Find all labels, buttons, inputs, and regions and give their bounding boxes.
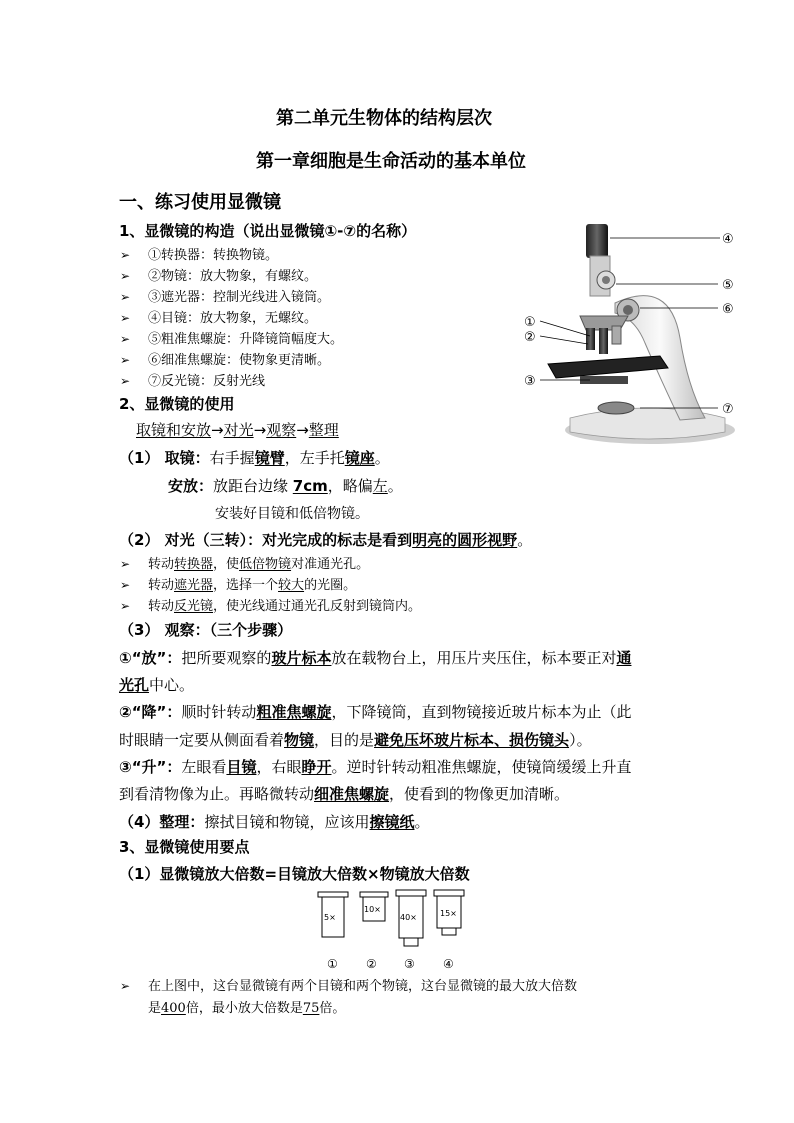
lens-label: 40× bbox=[400, 913, 417, 922]
step-install: 安装好目镜和低倍物镜。 bbox=[215, 506, 369, 522]
bullet-arrow-icon: ➢ bbox=[120, 599, 131, 613]
bullet-arrow-icon: ➢ bbox=[120, 557, 131, 571]
label-1: ① bbox=[524, 315, 536, 330]
observe-lower: ②“降”：顺时针转动粗准焦螺旋，下降镜筒，直到物镜接近玻片标本为止（此 bbox=[119, 703, 632, 721]
observe-raise-cont: 到看清物像为止。再略微转动细准焦螺旋，使看到的物像更加清晰。 bbox=[119, 785, 570, 803]
observe-put: ①“放”：把所要观察的玻片标本放在载物台上，用压片夹压住，标本要正对通 bbox=[119, 649, 632, 667]
structure-heading: 1、显微镜的构造（说出显微镜①-⑦的名称） bbox=[119, 222, 417, 240]
label-2: ② bbox=[524, 330, 536, 345]
bullet-arrow-icon: ➢ bbox=[120, 332, 131, 346]
label-5: ⑤ bbox=[722, 278, 734, 293]
bullet-arrow-icon: ➢ bbox=[120, 353, 131, 367]
label-6: ⑥ bbox=[722, 302, 734, 317]
observe-put-cont: 光孔中心。 bbox=[119, 676, 195, 694]
bullet-arrow-icon: ➢ bbox=[120, 290, 131, 304]
list-item: ➢ 转动遮光器，选择一个较大的光圈。 bbox=[120, 578, 357, 593]
page-title: 第二单元生物体的结构层次 bbox=[276, 108, 492, 129]
section-heading: 一、练习使用显微镜 bbox=[119, 192, 281, 213]
magnification-formula: （1）显微镜放大倍数=目镜放大倍数×物镜放大倍数 bbox=[119, 865, 470, 883]
bullet-arrow-icon: ➢ bbox=[120, 374, 131, 388]
step-light: （2） 对光（三转）：对光完成的标志是看到明亮的圆形视野。 bbox=[119, 531, 533, 549]
list-item: ➢ ④目镜：放大物象，无螺纹。 bbox=[120, 311, 318, 326]
label-3: ③ bbox=[524, 374, 536, 389]
usage-heading: 2、显微镜的使用 bbox=[119, 395, 235, 413]
question-answer: 是400倍，最小放大倍数是75倍。 bbox=[148, 1001, 346, 1016]
lens-label: 10× bbox=[364, 905, 381, 914]
lens-illustration bbox=[310, 888, 485, 973]
step-observe: （3） 观察：（三个步骤） bbox=[119, 621, 293, 639]
step-take: （1） 取镜：右手握镜臂，左手托镜座。 bbox=[119, 449, 390, 467]
list-item: ➢ ①转换器：转换物镜。 bbox=[120, 248, 279, 263]
bullet-arrow-icon: ➢ bbox=[120, 248, 131, 262]
step-place: 安放：放距台边缘 7cm，略偏左。 bbox=[168, 477, 403, 495]
bullet-arrow-icon: ➢ bbox=[120, 578, 131, 592]
observe-raise: ③“升”：左眼看目镜，右眼睁开。逆时针转动粗准焦螺旋，使镜筒缓缓上升直 bbox=[119, 758, 632, 776]
list-item: ➢ ⑥细准焦螺旋：使物象更清晰。 bbox=[120, 353, 331, 368]
step-cleanup: （4）整理：擦拭目镜和物镜，应该用擦镜纸。 bbox=[119, 813, 430, 831]
key-points-heading: 3、显微镜使用要点 bbox=[119, 838, 250, 856]
list-item: ➢ ⑦反光镜：反射光线 bbox=[120, 374, 266, 389]
lens-number: ② bbox=[366, 957, 377, 971]
bullet-arrow-icon: ➢ bbox=[120, 269, 131, 283]
list-item: ➢ ②物镜：放大物象，有螺纹。 bbox=[120, 269, 318, 284]
label-7: ⑦ bbox=[722, 402, 734, 417]
lens-number: ① bbox=[327, 957, 338, 971]
label-4: ④ bbox=[722, 232, 734, 247]
list-item: ➢ 转动反光镜，使光线通过通光孔反射到镜筒内。 bbox=[120, 599, 422, 614]
lens-label: 15× bbox=[440, 909, 457, 918]
bullet-arrow-icon: ➢ bbox=[120, 979, 131, 993]
list-item: ➢ ⑤粗准焦螺旋：升降镜筒幅度大。 bbox=[120, 332, 344, 347]
page-subtitle: 第一章细胞是生命活动的基本单位 bbox=[256, 151, 526, 172]
list-item: ➢ ③遮光器：控制光线进入镜筒。 bbox=[120, 290, 331, 305]
lens-number: ④ bbox=[443, 957, 454, 971]
list-item: ➢ 转动转换器，使低倍物镜对准通光孔。 bbox=[120, 557, 370, 572]
observe-lower-cont: 时眼睛一定要从侧面看着物镜，目的是避免压坏玻片标本、损伤镜头）。 bbox=[119, 731, 592, 749]
lens-number: ③ bbox=[404, 957, 415, 971]
bullet-arrow-icon: ➢ bbox=[120, 311, 131, 325]
microscope-illustration bbox=[520, 218, 745, 446]
usage-flow: 取镜和安放→对光→观察→整理 bbox=[136, 421, 339, 439]
lens-label: 5× bbox=[324, 913, 336, 922]
question-line: ➢ 在上图中，这台显微镜有两个目镜和两个物镜，这台显微镜的最大放大倍数 bbox=[120, 979, 578, 994]
